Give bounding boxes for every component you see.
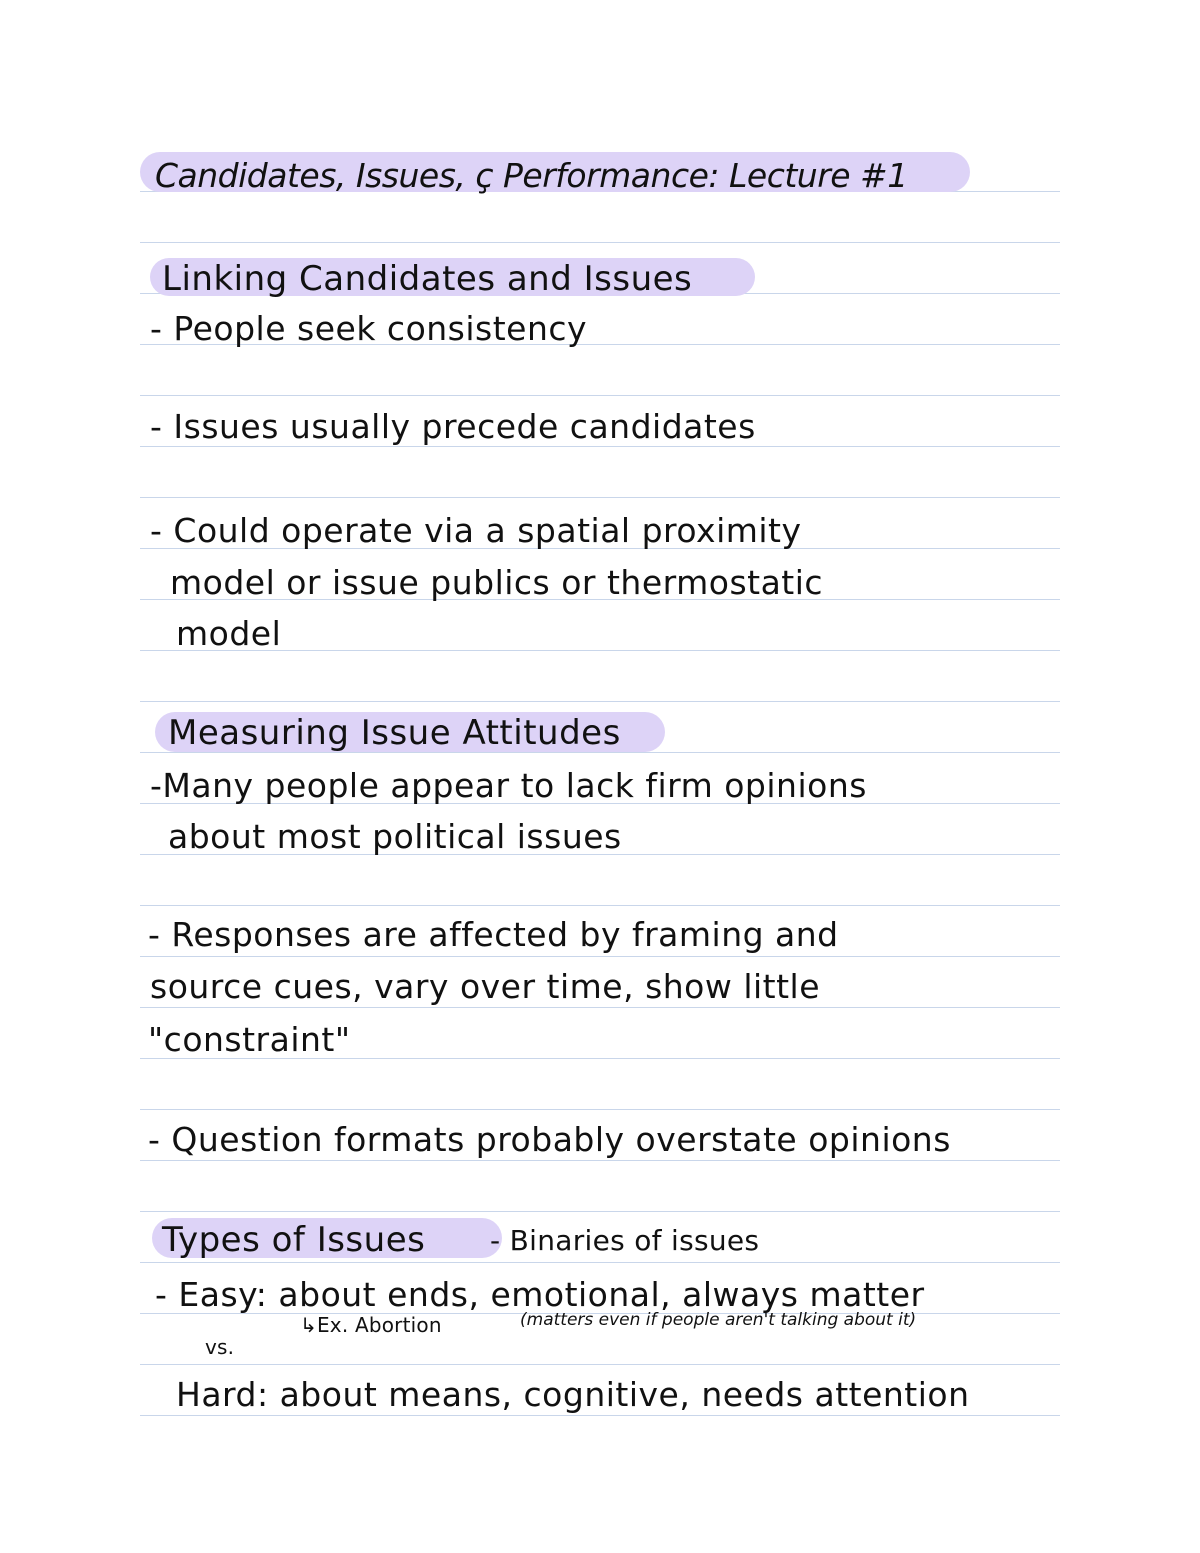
ruled-line [140, 956, 1060, 957]
bullet-text: "constraint" [148, 1020, 351, 1059]
example-aside: (matters even if people aren't talking about it) [520, 1310, 917, 1330]
bullet-text: - Responses are affected by framing and [148, 915, 839, 954]
ruled-line [140, 395, 1060, 396]
ruled-line [140, 446, 1060, 447]
bullet-text: - Issues usually precede candidates [150, 407, 756, 446]
section-heading: Types of Issues [162, 1220, 426, 1260]
ruled-line [140, 497, 1060, 498]
section-heading: Measuring Issue Attitudes [168, 713, 621, 753]
ruled-line [140, 1364, 1060, 1365]
bullet-text: model [176, 614, 282, 653]
ruled-line [140, 1007, 1060, 1008]
ruled-line [140, 1262, 1060, 1263]
bullet-text: source cues, vary over time, show little [150, 967, 821, 1006]
versus-label: vs. [205, 1335, 235, 1359]
ruled-line [140, 905, 1060, 906]
bullet-text: - Question formats probably overstate opinions [148, 1120, 951, 1159]
ruled-line [140, 1160, 1060, 1161]
ruled-line [140, 242, 1060, 243]
bullet-text: - People seek consistency [150, 309, 588, 348]
ruled-line [140, 1211, 1060, 1212]
section-heading: Linking Candidates and Issues [162, 259, 693, 299]
ruled-line [140, 701, 1060, 702]
bullet-text: about most political issues [168, 817, 622, 856]
bullet-text: Hard: about means, cognitive, needs attention [176, 1375, 970, 1414]
bullet-text: -Many people appear to lack firm opinions [150, 766, 867, 805]
bullet-text: - Could operate via a spatial proximity [150, 511, 802, 550]
bullet-text: model or issue publics or thermostatic [170, 563, 824, 602]
ruled-line [140, 1415, 1060, 1416]
page-title: Candidates, Issues, ç Performance: Lecture #1 [155, 156, 908, 195]
bullet-text: - Easy: about ends, emotional, always matter [155, 1275, 925, 1314]
example-note: ↳Ex. Abortion [300, 1313, 442, 1337]
heading-note: - Binaries of issues [490, 1224, 760, 1257]
ruled-line [140, 1109, 1060, 1110]
